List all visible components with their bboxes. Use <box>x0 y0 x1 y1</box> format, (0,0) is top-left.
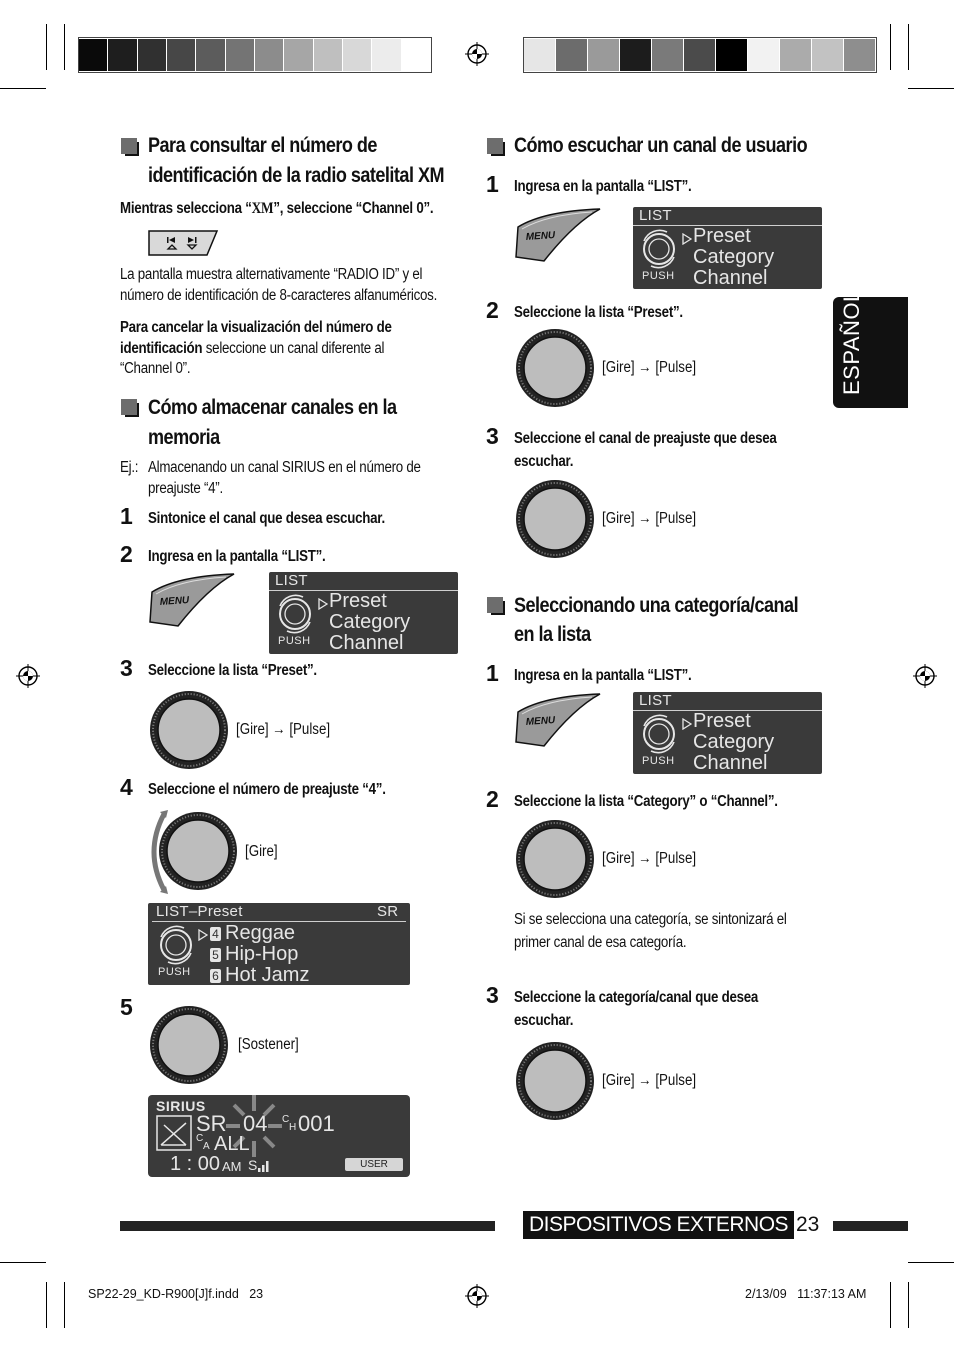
color-swatch <box>652 39 683 71</box>
list-display <box>269 572 458 654</box>
push-label: PUSH <box>278 635 311 647</box>
step-text: Seleccione la lista “Preset”. <box>148 662 317 679</box>
menu-label: MENU <box>525 229 556 243</box>
color-swatch <box>343 39 371 71</box>
example-text: preajuste “4”. <box>148 480 223 497</box>
seek-buttons[interactable] <box>147 229 219 257</box>
list-display <box>633 207 822 289</box>
color-swatch <box>620 39 651 71</box>
step-number: 3 <box>120 655 133 681</box>
sirius-display <box>148 1095 410 1177</box>
push-knob-icon <box>639 714 679 754</box>
registration-mark-icon <box>16 664 40 688</box>
color-swatch <box>780 39 811 71</box>
body-text: La pantalla muestra alternativamente “RADIO ID” y el <box>120 266 423 283</box>
push-label: PUSH <box>642 755 675 767</box>
step-number: 2 <box>486 786 499 812</box>
color-swatch <box>138 39 166 71</box>
list-header: LIST <box>639 207 672 224</box>
registration-mark-icon <box>465 1284 489 1308</box>
step-text: Ingresa en la pantalla “LIST”. <box>514 667 692 684</box>
preset-list-display <box>148 903 410 985</box>
step-text: escuchar. <box>514 1012 574 1029</box>
color-swatch <box>226 39 254 71</box>
band-indicator: SR <box>377 903 399 920</box>
channel-label-c: C <box>282 1114 290 1125</box>
signal-strength-icon <box>257 1158 271 1172</box>
push-knob-icon <box>275 594 315 634</box>
push-label: PUSH <box>158 966 191 978</box>
section-square-icon <box>121 399 139 417</box>
color-swatch <box>196 39 224 71</box>
menu-label: MENU <box>159 594 190 608</box>
step-number: 3 <box>486 423 499 449</box>
file-name: SP22-29_KD-R900[J]f.indd 23 <box>88 1287 264 1301</box>
selection-triangle-icon <box>318 597 328 609</box>
example-label: Ej.: <box>120 459 139 476</box>
preset-row-label: Hot Jamz <box>225 964 310 985</box>
category-note: Si se selecciona una categoría, se sintonizará el <box>514 911 787 928</box>
section-square-icon <box>487 138 505 156</box>
caption-rotate: [Gire] <box>245 843 278 860</box>
color-swatch <box>402 39 430 71</box>
color-swatch <box>167 39 195 71</box>
clock-time: 1 : 00 <box>170 1153 221 1175</box>
footer-rule-left <box>120 1221 495 1231</box>
step-number: 1 <box>120 503 133 529</box>
step-text: Ingresa en la pantalla “LIST”. <box>514 178 692 195</box>
section-title-radio-id: Para consultar el número de <box>148 134 377 157</box>
list-option-channel: Channel <box>329 632 404 654</box>
caption-rotate-press: [Gire] → [Pulse] <box>602 510 697 527</box>
band-label: SR <box>196 1111 227 1136</box>
category-label-c: C <box>196 1133 204 1144</box>
section-title-store-presets-line2: memoria <box>148 426 220 449</box>
caption-rotate-press: [Gire] → [Pulse] <box>602 1072 697 1089</box>
step-number: 2 <box>120 541 133 567</box>
caption-rotate-press: [Gire] → [Pulse] <box>602 850 697 867</box>
registration-mark-icon <box>913 664 937 688</box>
step-text: Sintonice el canal que desea escuchar. <box>148 510 385 527</box>
color-bar-right <box>523 37 877 73</box>
selection-triangle-icon <box>198 928 208 940</box>
step-number: 4 <box>120 774 133 800</box>
example-text: Almacenando un canal SIRIUS en el número de <box>148 459 421 476</box>
cancel-note: Para cancelar la visualización del número de <box>120 319 392 336</box>
list-header: LIST <box>639 692 672 709</box>
color-swatch <box>314 39 342 71</box>
step-number: 5 <box>120 994 133 1020</box>
list-option-channel: Channel <box>693 752 768 774</box>
preset-row-label: Hip-Hop <box>225 943 299 965</box>
step-text: Ingresa en la pantalla “LIST”. <box>148 548 326 565</box>
section-square-icon <box>121 138 139 156</box>
preset-list-header: LIST–Preset <box>156 903 243 920</box>
section-square-icon <box>487 597 505 615</box>
list-header: LIST <box>275 572 308 589</box>
print-date: 2/13/09 11:37:13 AM <box>745 1287 867 1301</box>
list-option-category: Category <box>693 246 775 268</box>
preset-number: 04 <box>243 1111 268 1136</box>
push-knob-icon <box>156 925 196 965</box>
satellite-icon <box>156 1115 192 1151</box>
list-display <box>633 692 822 774</box>
color-swatch <box>372 39 400 71</box>
section-title-store-presets: Cómo almacenar canales en la <box>148 396 397 419</box>
color-swatch <box>588 39 619 71</box>
preset-row-number: 6 <box>210 969 221 983</box>
color-bar-left <box>78 37 432 73</box>
control-dial[interactable] <box>514 818 596 900</box>
selection-triangle-icon <box>682 232 692 244</box>
channel-number: 001 <box>298 1111 335 1136</box>
category-name: ALL <box>214 1133 250 1155</box>
sirius-brand: SIRIUS <box>156 1098 206 1114</box>
color-swatch <box>748 39 779 71</box>
push-label: PUSH <box>642 270 675 282</box>
menu-label: MENU <box>525 714 556 728</box>
list-option-preset: Preset <box>329 590 387 612</box>
color-swatch <box>79 39 107 71</box>
menu-button[interactable] <box>514 207 604 263</box>
control-dial[interactable] <box>514 1040 596 1122</box>
cancel-note: “Channel 0”. <box>120 360 191 377</box>
control-dial[interactable] <box>514 478 596 560</box>
preset-row-number: 4 <box>210 927 221 941</box>
control-dial[interactable] <box>514 327 596 409</box>
registration-mark-icon <box>465 42 489 66</box>
color-swatch <box>716 39 747 71</box>
step-text: Seleccione el número de preajuste “4”. <box>148 781 386 798</box>
cancel-note: identificación seleccione un canal diferente al <box>120 340 385 357</box>
color-swatch <box>108 39 136 71</box>
section-title-category-channel-line2: en la lista <box>514 623 591 646</box>
color-swatch <box>556 39 587 71</box>
category-note: primer canal de esa categoría. <box>514 934 687 951</box>
section-title-radio-id-line2: identificación de la radio satelital XM <box>148 164 445 187</box>
color-swatch <box>812 39 843 71</box>
control-dial-hold[interactable] <box>148 1004 230 1086</box>
instruction-text: Mientras selecciona “XM”, seleccione “Channel 0”. <box>120 200 434 217</box>
control-dial-rotate[interactable] <box>146 808 242 896</box>
list-option-category: Category <box>329 611 411 633</box>
channel-label-h: H <box>289 1122 297 1133</box>
caption-rotate-press: [Gire] → [Pulse] <box>236 721 331 738</box>
footer-section-label: DISPOSITIVOS EXTERNOS <box>523 1211 794 1239</box>
preset-row-label: Reggae <box>225 922 296 944</box>
section-title-category-channel: Seleccionando una categoría/canal <box>514 594 799 617</box>
caption-rotate-press: [Gire] → [Pulse] <box>602 359 697 376</box>
category-label-a: A <box>203 1141 210 1152</box>
menu-button[interactable] <box>148 572 238 628</box>
list-option-preset: Preset <box>693 710 751 732</box>
list-option-channel: Channel <box>693 267 768 289</box>
selection-triangle-icon <box>682 717 692 729</box>
color-swatch <box>684 39 715 71</box>
footer-rule-right <box>833 1221 908 1231</box>
list-option-category: Category <box>693 731 775 753</box>
language-tab-label: ESPAÑOL <box>839 289 864 395</box>
clock-ampm: AM <box>222 1159 242 1174</box>
color-swatch <box>844 39 875 71</box>
page-number: 23 <box>796 1213 820 1236</box>
section-title-user-channel: Cómo escuchar un canal de usuario <box>514 134 808 157</box>
preset-row-number: 5 <box>210 948 221 962</box>
control-dial[interactable] <box>148 689 230 771</box>
step-number: 1 <box>486 660 499 686</box>
color-swatch <box>284 39 312 71</box>
color-swatch <box>255 39 283 71</box>
step-text: Seleccione la categoría/canal que desea <box>514 989 759 1006</box>
step-number: 3 <box>486 982 499 1008</box>
signal-label: S <box>248 1157 258 1173</box>
menu-button[interactable] <box>514 692 604 748</box>
push-knob-icon <box>639 229 679 269</box>
list-option-preset: Preset <box>693 225 751 247</box>
step-text: escuchar. <box>514 453 574 470</box>
step-text: Seleccione el canal de preajuste que desea <box>514 430 777 447</box>
step-text: Seleccione la lista “Category” o “Channel”. <box>514 793 778 810</box>
step-number: 1 <box>486 171 499 197</box>
body-text: número de identificación de 8-caracteres alfanuméricos. <box>120 287 438 304</box>
step-number: 2 <box>486 297 499 323</box>
color-swatch <box>524 39 555 71</box>
user-badge: USER <box>345 1158 403 1171</box>
caption-hold: [Sostener] <box>238 1036 299 1053</box>
step-text: Seleccione la lista “Preset”. <box>514 304 683 321</box>
language-tab <box>833 289 908 408</box>
